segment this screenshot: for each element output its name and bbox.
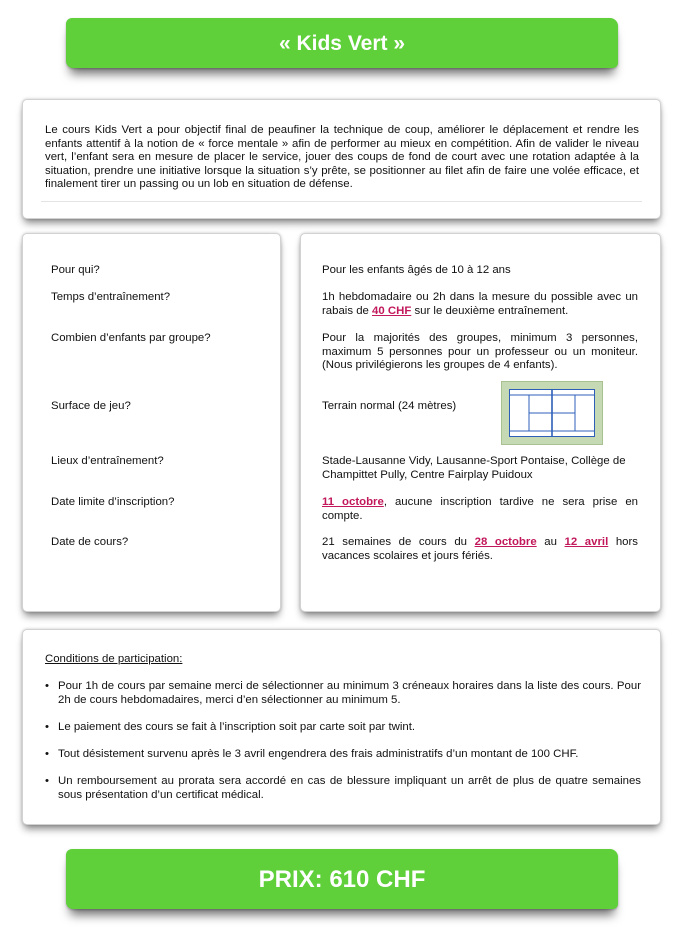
answer-temps: 1h hebdomadaire ou 2h dans la mesure du possible avec un rabais de 40 CHF sur le deuxième entraînement.	[322, 291, 638, 317]
answer-pour-qui: Pour les enfants âgés de 10 à 12 ans	[322, 264, 511, 276]
condition-item: • Tout désistement survenu après le 3 avril engendrera des frais administratifs d’un montant de 100 CHF.	[45, 748, 579, 760]
tennis-court-icon	[501, 381, 603, 445]
intro-card	[22, 99, 661, 219]
price-label: PRIX: 610 CHF	[258, 866, 426, 893]
intro-text: Le cours Kids Vert a pour objectif final de peaufiner la technique de coup, améliorer le déplacement et rendre les enfants attentif à la notion de « force mentale » afin de performer au mieux en compétition. Afin de valider le niveau vert, l’enfant sera en mesure de placer le service, jouer des coups de fond de court avec une rotation adaptée à la situation, prendre une initiative lorsque la situation s’y prête, se positionner au filet afin de faire une volée efficace, et finalement tirer un passing ou un lob en situation de défense.	[45, 124, 639, 191]
answer-lieux: Stade-Lausanne Vidy, Lausanne-Sport Pontaise, Collège de Champittet Pully, Centre Fairplay Puidoux	[322, 455, 626, 481]
intro-divider	[41, 201, 642, 202]
question-temps: Temps d’entraînement?	[51, 291, 171, 303]
deadline-date: 11 octobre	[322, 496, 384, 508]
condition-item: • Le paiement des cours se fait à l’inscription soit par carte soit par twint.	[45, 721, 416, 733]
question-lieux: Lieux d’entraînement?	[51, 455, 164, 467]
bullet-icon: •	[45, 680, 49, 692]
answer-date-cours: 21 semaines de cours du 28 octobre au 12 avril hors vacances scolaires et jours fériés.	[322, 536, 638, 562]
condition-item: • Un remboursement au prorata sera accordé en cas de blessure impliquant un arrêt de plus de quatre semaines sous présentation d’un certificat médical.	[45, 775, 641, 801]
condition-item: • Pour 1h de cours par semaine merci de sélectionner au minimum 3 créneaux horaires dans la liste des cours. Pour 2h de cours hebdomadaires, merci d’en sélectionner au minimum 5.	[45, 680, 641, 706]
conditions-title: Conditions de participation:	[45, 653, 183, 665]
question-pour-qui: Pour qui?	[51, 264, 100, 276]
price-banner	[66, 849, 618, 909]
question-date-cours: Date de cours?	[51, 536, 129, 548]
bullet-icon: •	[45, 748, 49, 760]
questions-card	[22, 233, 281, 612]
answers-card	[300, 233, 661, 612]
bullet-icon: •	[45, 721, 49, 733]
discount-amount: 40 CHF	[372, 304, 412, 317]
answer-surface: Terrain normal (24 mètres)	[322, 400, 457, 412]
question-groupe: Combien d’enfants par groupe?	[51, 332, 211, 344]
answer-date-limite: 11 octobre, aucune inscription tardive ne sera prise en compte.	[322, 496, 638, 522]
bullet-icon: •	[45, 775, 49, 787]
question-surface: Surface de jeu?	[51, 400, 131, 412]
conditions-card	[22, 629, 661, 825]
question-date-limite: Date limite d’inscription?	[51, 496, 175, 508]
end-date: 12 avril	[564, 536, 609, 548]
page-title: « Kids Vert »	[278, 32, 406, 55]
title-banner	[66, 18, 618, 68]
answer-groupe: Pour la majorités des groupes, minimum 3 personnes, maximum 5 personnes pour un professeur ou un moniteur. (Nous privilégierons les groupes de 4 enfants).	[322, 332, 638, 372]
start-date: 28 octobre	[474, 536, 537, 548]
